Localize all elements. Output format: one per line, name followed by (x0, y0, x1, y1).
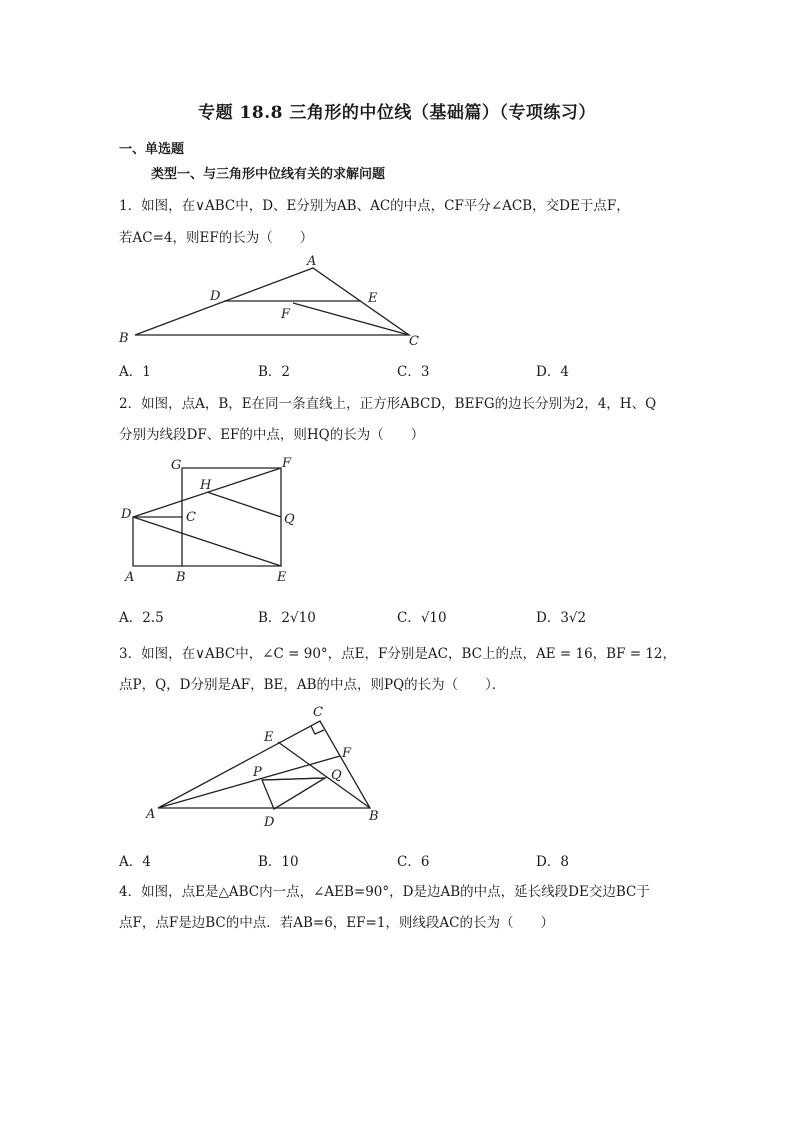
q1-option-c[interactable]: C．3 (397, 364, 430, 380)
subsection-heading: 类型一、与三角形中位线有关的求解问题 (151, 167, 386, 182)
q1-option-b[interactable]: B．2 (258, 364, 291, 380)
q1-option-a[interactable]: A．1 (119, 364, 151, 380)
label-h: H (200, 478, 212, 493)
q3-text-line1: 3．如图，在∨ABC中，∠C = 90°，点E，F分别是AC，BC上的点，AE = 16，BF = 12， (119, 646, 677, 662)
q2-text-line2: 分别为线段DF、EF的中点，则HQ的长为（ ） (119, 427, 425, 443)
q1-text-line1: 1．如图，在∨ABC中，D、E分别为AB、AC的中点，CF平分∠ACB，交DE于点F， (119, 198, 630, 214)
q2-option-b[interactable]: B．2√10 (258, 610, 316, 626)
segment-qd (274, 778, 325, 809)
label-e: E (264, 730, 274, 745)
label-a: A (146, 807, 156, 822)
page-title: 专题 18.8 三角形的中位线（基础篇）（专项练习） (198, 103, 596, 123)
quad-pqdx (262, 778, 325, 809)
label-f: F (342, 746, 352, 761)
q3-option-a[interactable]: A．4 (119, 854, 151, 870)
label-p: P (253, 765, 262, 780)
label-e: E (368, 291, 378, 306)
label-f: F (281, 307, 291, 322)
label-e: E (277, 570, 287, 585)
q3-option-c[interactable]: C．6 (397, 854, 430, 870)
label-b: B (369, 809, 379, 824)
q2-text-line1: 2．如图，点A，B，E在同一条直线上，正方形ABCD，BEFG的边长分别为2，4，H、Q (119, 396, 657, 412)
label-a: A (307, 254, 317, 269)
label-q: Q (284, 512, 295, 527)
label-f: F (282, 456, 292, 471)
label-d: D (210, 289, 221, 304)
q1-option-d[interactable]: D．4 (536, 364, 569, 380)
label-b: B (176, 570, 186, 585)
q1-text-line2: 若AC=4，则EF的长为（ ） (119, 230, 314, 246)
label-g: G (171, 458, 182, 473)
segment-pq (262, 778, 325, 780)
label-d: D (121, 507, 132, 522)
section-heading: 一、单选题 (119, 142, 185, 157)
label-d: D (264, 815, 275, 830)
q4-text-line1: 4．如图，点E是△ABC内一点，∠AEB=90°，D是边AB的中点，延长线段DE交边BC于 (119, 884, 650, 900)
q3-option-b[interactable]: B．10 (258, 854, 299, 870)
label-c: C (186, 510, 196, 525)
label-c: C (313, 705, 323, 720)
label-c: C (409, 334, 419, 349)
label-b: B (119, 331, 129, 346)
right-angle-mark (311, 726, 324, 734)
q2-option-a[interactable]: A．2.5 (119, 610, 164, 626)
label-q: Q (331, 768, 342, 783)
segment-af (158, 756, 340, 808)
q3-option-d[interactable]: D．8 (536, 854, 569, 870)
q2-option-d[interactable]: D．3√2 (536, 610, 587, 626)
label-a: A (125, 570, 135, 585)
q4-text-line2: 点F，点F是边BC的中点．若AB=6，EF=1，则线段AC的长为（ ） (119, 915, 555, 931)
q2-option-c[interactable]: C．√10 (397, 610, 447, 626)
q3-text-line2: 点P，Q，D分别是AF，BE，AB的中点，则PQ的长为（ ）． (119, 677, 506, 693)
